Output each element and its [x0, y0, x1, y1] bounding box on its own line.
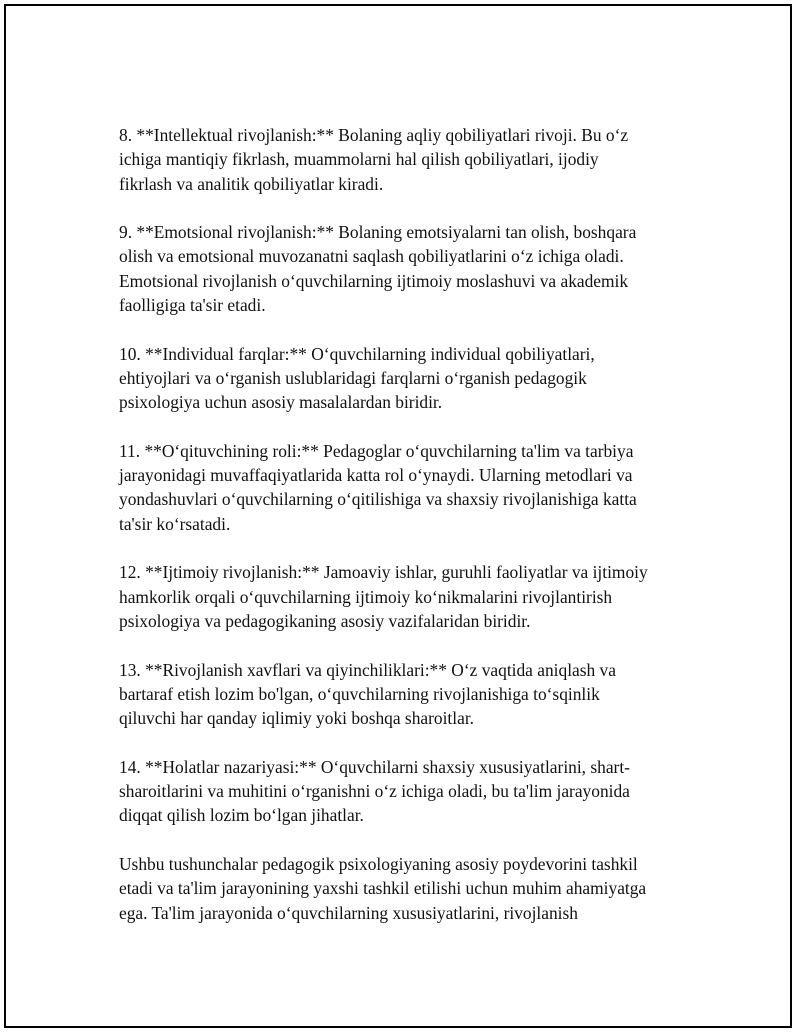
document-body — [119, 123, 689, 949]
text-line: hamkorlik orqali o‘quvchilarning ijtimoiy ko‘nikmalarini rivojlantirish — [119, 586, 613, 607]
text-line: jarayonidagi muvaffaqiyatlarida katta rol o‘ynaydi. Ularning metodlari va — [119, 465, 633, 486]
text-line: ega. Ta'lim jarayonida o‘quvchilarning xususiyatlarini, rivojlanish — [119, 902, 578, 923]
paragraph-intellectual-development — [119, 123, 689, 196]
text-line: ehtiyojlari va o‘rganish uslublaridagi farqlarni o‘rganish pedagogik — [119, 367, 587, 388]
text-line: 11. **O‘qituvchining roli:** Pedagoglar o‘quvchilarning ta'lim va tarbiya — [119, 440, 634, 461]
text-line: ichiga mantiqiy fikrlash, muammolarni hal qilish qobiliyatlari, ijodiy — [119, 149, 599, 170]
text-line: sharoitlarini va muhitini o‘rganishni o‘z ichiga oladi, bu ta'lim jarayonida — [119, 781, 630, 802]
paragraph-teacher-role — [119, 439, 689, 536]
text-line: 10. **Individual farqlar:** O‘quvchilarning individual qobiliyatlari, — [119, 343, 595, 364]
document-page — [4, 4, 792, 1028]
text-line: 9. **Emotsional rivojlanish:** Bolaning emotsiyalarni tan olish, boshqara — [119, 222, 637, 243]
text-line: 14. **Holatlar nazariyasi:** O‘quvchilarni shaxsiy xususiyatlarini, shart- — [119, 756, 630, 777]
paragraph-conclusion — [119, 852, 689, 925]
paragraph-development-risks — [119, 658, 689, 731]
text-line: faolligiga ta'sir etadi. — [119, 295, 266, 316]
text-line: qiluvchi har qanday iqlimiy yoki boshqa sharoitlar. — [119, 708, 474, 729]
text-line: 13. **Rivojlanish xavflari va qiyinchiliklari:** O‘z vaqtida aniqlash va — [119, 659, 616, 680]
text-line: olish va emotsional muvozanatni saqlash qobiliyatlarini o‘z ichiga oladi. — [119, 246, 624, 267]
text-line: ta'sir ko‘rsatadi. — [119, 513, 231, 534]
text-line: psixologiya uchun asosiy masalalardan biridir. — [119, 392, 443, 413]
text-line: Ushbu tushunchalar pedagogik psixologiyaning asosiy poydevorini tashkil — [119, 853, 638, 874]
text-line: 8. **Intellektual rivojlanish:** Bolaning aqliy qobiliyatlari rivoji. Bu o‘z — [119, 125, 629, 145]
paragraph-social-development — [119, 560, 689, 633]
text-line: psixologiya va pedagogikaning asosiy vazifalaridan biridir. — [119, 610, 531, 631]
text-line: bartaraf etish lozim bo'lgan, o‘quvchilarning rivojlanishiga to‘sqinlik — [119, 683, 600, 704]
text-line: diqqat qilish lozim bo‘lgan jihatlar. — [119, 805, 364, 826]
text-line: yondashuvlari o‘quvchilarning o‘qitilishiga va shaxsiy rivojlanishiga katta — [119, 489, 637, 510]
text-line: Emotsional rivojlanish o‘quvchilarning ijtimoiy moslashuvi va akademik — [119, 270, 629, 291]
text-line: 12. **Ijtimoiy rivojlanish:** Jamoaviy ishlar, guruhli faoliyatlar va ijtimoiy — [119, 562, 648, 583]
paragraph-emotional-development — [119, 220, 689, 317]
paragraph-individual-differences — [119, 342, 689, 415]
text-line: etadi va ta'lim jarayonining yaxshi tashkil etilishi uchun muhim ahamiyatga — [119, 878, 647, 899]
text-line: fikrlash va analitik qobiliyatlar kiradi. — [119, 173, 384, 194]
paragraph-situations-theory — [119, 755, 689, 828]
